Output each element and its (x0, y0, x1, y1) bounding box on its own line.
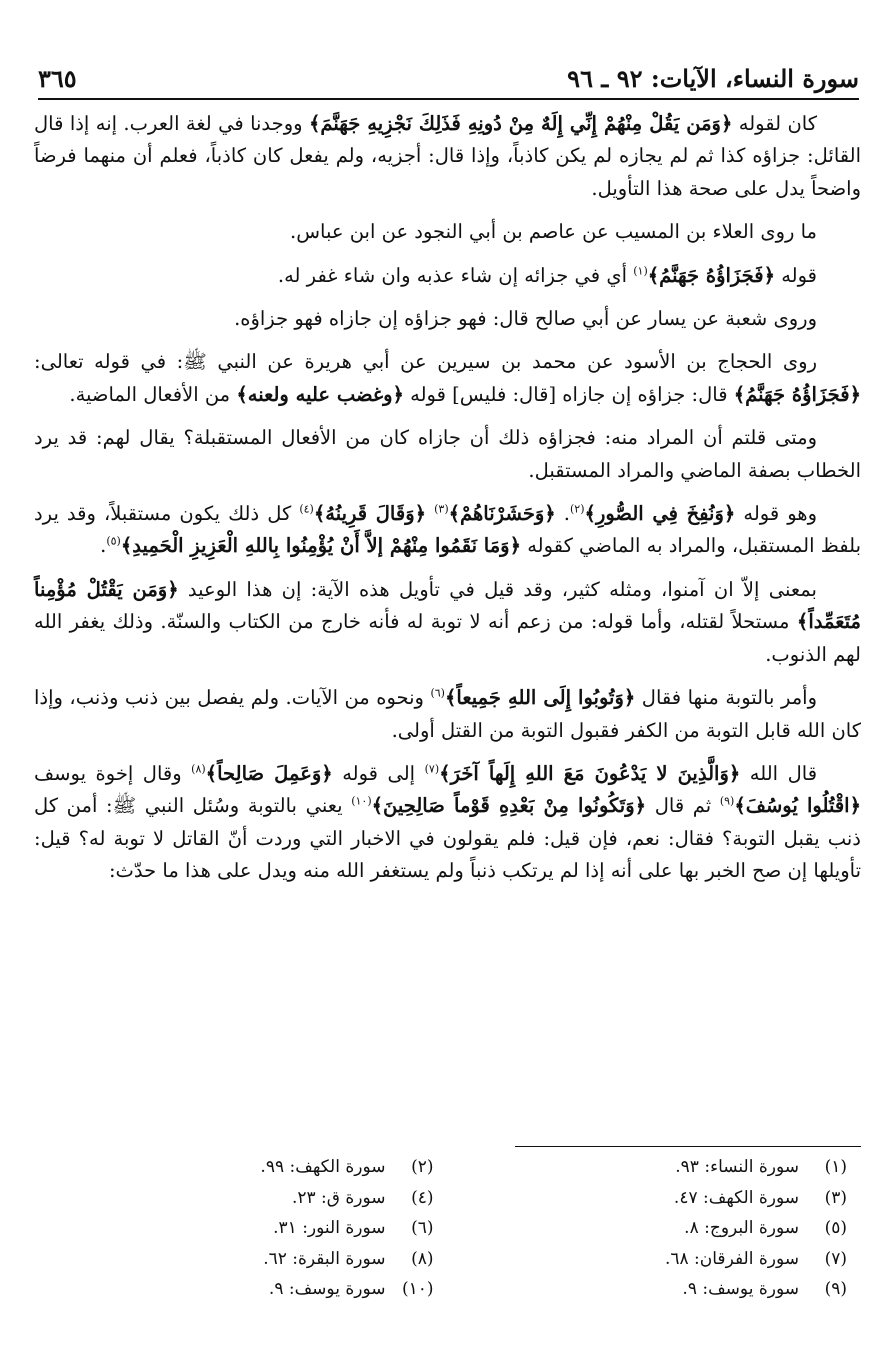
footnote-ref: (٢) (570, 502, 585, 516)
footnote-ref: (١٠) (351, 794, 372, 808)
paragraph (34, 260, 861, 292)
quran-quote: ﴿وَعَمِلَ صَالِحاً﴾ (205, 761, 333, 785)
footnote-number: (٤) (411, 1187, 434, 1208)
paragraph (34, 682, 861, 747)
text-run: وأمر بالتوبة منها فقال (635, 686, 818, 710)
footnote-number: (١٠) (401, 1279, 434, 1300)
quran-quote: ﴿وَالَّذِينَ لا يَدْعُونَ مَعَ اللهِ إِلَهاً آخَرَ﴾ (439, 761, 741, 785)
footnote-ref: (٥) (106, 534, 121, 548)
paragraph (34, 758, 861, 888)
footnote (448, 1244, 862, 1275)
footnote-number: (٣) (824, 1187, 847, 1208)
footnote-text: سورة الكهف: ٩٩. (260, 1157, 386, 1178)
quran-quote: ﴿وَقَالَ قَرِينُهُ﴾ (313, 502, 427, 526)
quran-quote: ﴿وَمَن يَقْتُلْ مُؤْمِناً مُتَعَمِّداً﴾ (34, 577, 861, 634)
footnote-number: (١) (824, 1157, 847, 1178)
footnote (448, 1213, 862, 1244)
footnote-text: سورة البقرة: ٦٢. (263, 1248, 386, 1269)
footnote-ref: (٩) (719, 794, 735, 808)
footnote (34, 1152, 448, 1183)
paragraph (34, 108, 861, 205)
footnote-number: (٩) (824, 1279, 847, 1300)
text-run: وروى شعبة عن يسار عن أبي صالح قال: فهو جزاؤه إن جازاه فهو جزاؤه. (234, 307, 817, 331)
footnote-text: سورة النساء: ٩٣. (675, 1157, 799, 1178)
text-run: وقال إخوة يوسف (34, 761, 192, 785)
text-run: أي في جزائه إن شاء عذبه وان شاء غفر له. (277, 263, 634, 287)
footnote-ref: (٧) (424, 762, 440, 776)
body-text (34, 108, 861, 899)
footnote (34, 1213, 448, 1244)
footnote-text: سورة البروج: ٨. (684, 1218, 799, 1239)
page-header (38, 58, 859, 100)
text-run: ما روى العلاء بن المسيب عن عاصم بن أبي النجود عن ابن عباس. (290, 220, 817, 244)
footnote-text: سورة يوسف: ٩. (268, 1279, 386, 1300)
quran-quote: ﴿فَجَزَاؤُهُ جَهَنَّمُ﴾ (733, 382, 861, 406)
footnote (448, 1274, 862, 1305)
paragraph (34, 303, 861, 335)
paragraph (34, 574, 861, 671)
text-run: كان لقوله (732, 112, 817, 135)
text-run: مستحلاً لقتله، وأما قوله: من زعم أنه لا توبة له فأنه خارج من الكتاب والسنّة. وذلك يغفر الله لهم الذنوب. (34, 610, 861, 666)
text-run: ونحوه من الآيات. ولم يفصل بين ذنب وذنب، وإذا كان الله قابل التوبة من الكفر فقبول التوبة من القتل أولى. (34, 686, 861, 742)
text-run: . (555, 502, 570, 526)
text-run: إلى قوله (332, 761, 425, 785)
footnote (448, 1183, 862, 1214)
text-run: قال الله (740, 761, 818, 785)
quran-quote: ﴿وَمَا نَقَمُوا مِنْهُمْ إلاَّ أَنْ يُؤْمِنُوا بِاللهِ الْعَزِيزِ الْحَمِيدِ﴾ (120, 534, 522, 558)
quran-quote: ﴿اقْتُلُوا يُوسُفَ﴾ (734, 794, 861, 818)
quran-quote: ﴿وَنُفِخَ فِي الصُّورِ﴾ (584, 502, 736, 526)
text-run: من الأفعال الماضية. (69, 382, 237, 406)
footnote (34, 1183, 448, 1214)
text-run: بمعنى إلاّ ان آمنوا، ومثله كثير، وقد قيل في تأويل هذه الآية: إن هذا الوعيد (178, 577, 817, 601)
quran-quote: ﴿وَتُوبُوا إِلَى اللهِ جَمِيعاً﴾ (444, 686, 636, 710)
text-run: ومتى قلتم أن المراد منه: فجزاؤه ذلك أن جازاه كان من الأفعال المستقبلة؟ يقال لهم: قد يرد الخطاب بصفة الماضي والمراد المستقبل. (34, 426, 861, 482)
footnote-ref: (٣) (434, 502, 449, 516)
page-number: ٣٦٥ (38, 63, 77, 93)
quran-quote: ﴿وَحَشَرْنَاهُمْ﴾ (448, 502, 556, 526)
footnote-number: (٦) (411, 1218, 434, 1239)
footnote (448, 1152, 862, 1183)
text-run (426, 502, 434, 525)
footnote-text: سورة يوسف: ٩. (682, 1279, 799, 1300)
footnote (34, 1274, 448, 1305)
text-run: كل ذلك يكون مستقبلاً، وقد يرد بلفظ المستقبل، والمراد به الماضي كقوله (34, 502, 861, 558)
quran-quote: ﴿وَمَن يَقُلْ مِنْهُمْ إِنِّي إِلَهٌ مِنْ دُونِهِ فَذَلِكَ نَجْزِيهِ جَهَنَّمَ﴾ (308, 112, 733, 135)
footnote-ref: (٦) (430, 686, 445, 700)
text-run: يعني بالتوبة وسُئل النبي ﷺ: أمن كل ذنب يقبل التوبة؟ فقال: نعم، فإن قيل: فلم يقولون في الاخبار التي وردت أنّ القاتل لا توبة له؟ قيل: تأويلها إن صح الخبر بها على أنه إذا لم يرتكب ذنباً ولم يستغفر الله منه ويدل على هذا ما حدّث: (34, 794, 861, 883)
text-run: ثم قال (646, 794, 720, 818)
text-run: روى الحجاج بن الأسود عن محمد بن سيرين عن أبي هريرة عن النبي ﷺ: في قوله تعالى: (34, 350, 817, 374)
text-run: ووجدنا في لغة العرب. إنه إذا قال القائل: جزاؤه كذا ثم لم يجازه لم يكن كاذباً، وإذا قال: أجزيه، ولم يفعل كان كاذباً، فعلم أن منهما فرضاً واضحاً يدل على صحة هذا التأويل. (34, 112, 861, 200)
footnote-separator (515, 1146, 861, 1147)
quran-quote: ﴿وَتَكُونُوا مِنْ بَعْدِهِ قَوْماً صَالِحِينَ﴾ (371, 794, 647, 818)
footnote-ref: (٤) (299, 502, 314, 516)
footnote-number: (٧) (824, 1248, 847, 1269)
footnote-ref: (٨) (191, 762, 206, 776)
paragraph (34, 346, 861, 411)
quran-quote: ﴿فَجَزَاؤُهُ جَهَنَّمُ﴾ (647, 263, 775, 287)
paragraph (34, 422, 861, 487)
text-run: قال: جزاؤه إن جازاه [قال: فليس] قوله (403, 382, 734, 406)
footnote-text: سورة الفرقان: ٦٨. (664, 1248, 799, 1269)
text-run: وهو قوله (735, 502, 818, 526)
footnote (34, 1244, 448, 1275)
text-run: . (100, 534, 107, 558)
footnote-text: سورة الكهف: ٤٧. (673, 1187, 799, 1208)
footnote-number: (٥) (824, 1218, 847, 1239)
paragraph (34, 498, 861, 563)
footnote-ref: (١) (633, 264, 648, 278)
quran-quote: ﴿وغضب عليه ولعنه﴾ (236, 382, 404, 406)
footnote-text: سورة ق: ٢٣. (291, 1187, 386, 1208)
footnotes (34, 1152, 861, 1305)
footnote-number: (٨) (411, 1248, 434, 1269)
paragraph (34, 216, 861, 248)
text-run: قوله (775, 263, 817, 287)
running-title: سورة النساء، الآيات: ٩٢ ـ ٩٦ (567, 63, 859, 93)
footnote-number: (٢) (411, 1157, 434, 1178)
footnote-text: سورة النور: ٣١. (273, 1218, 386, 1239)
